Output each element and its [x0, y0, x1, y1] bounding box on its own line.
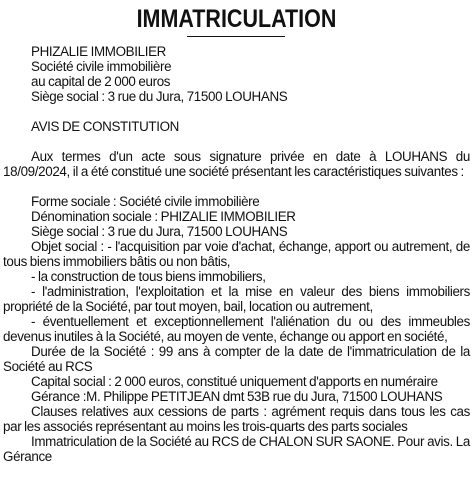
siege-social: Siège social : 3 rue du Jura, 71500 LOUHANS — [31, 224, 288, 239]
company-header — [3, 44, 470, 104]
spacer — [3, 104, 470, 119]
avis-title: AVIS DE CONSTITUTION — [31, 119, 179, 134]
notice-title: IMMATRICULATION — [136, 5, 337, 33]
objet-social-2: - la construction de tous biens immobiliers, — [31, 269, 266, 284]
objet-social-4: - éventuellement et exceptionnellement l'aliénation du ou des immeubles devenus inutiles à la Société, au moyen de vente, échange ou apport en société, — [3, 314, 470, 344]
denomination-sociale: Dénomination sociale : PHIZALIE IMMOBILIER — [31, 209, 296, 224]
capital-social: Capital social : 2 000 euros, constitué uniquement d'apports en numéraire — [31, 374, 438, 389]
company-siege: Siège social : 3 rue du Jura, 71500 LOUHANS — [31, 89, 288, 104]
clauses-cessions: Clauses relatives aux cessions de parts : agrément requis dans tous les cas par les associés représentant au moins les trois-quarts des parts sociales — [3, 404, 470, 434]
immatriculation-rcs: Immatriculation de la Société au RCS de CHALON SUR SAONE. Pour avis. La Gérance — [3, 434, 470, 464]
gerance: Gérance :M. Philippe PETITJEAN dmt 53B rue du Jura, 71500 LOUHANS — [31, 389, 443, 404]
duree-societe: Durée de la Société : 99 ans à compter de la date de l'immatriculation de la Société au RCS — [3, 344, 470, 374]
spacer — [3, 134, 470, 149]
spacer — [3, 179, 470, 194]
objet-social-1: Objet social : - l'acquisition par voie d'achat, échange, apport ou autrement, de tous biens immobiliers bâtis ou non bâtis, — [3, 239, 470, 269]
intro-paragraph: Aux termes d'un acte sous signature privée en date à LOUHANS du 18/09/2024, il a été constitué une société présentant les caractéristiques suivantes : — [3, 149, 470, 179]
notice-body — [3, 44, 470, 464]
objet-social-3: - l'administration, l'exploitation et la mise en valeur des biens immobiliers propriété de la Société, par tout moyen, bail, location ou autrement, — [3, 284, 470, 314]
company-capital: au capital de 2 000 euros — [31, 74, 171, 89]
title-underline — [187, 36, 285, 37]
forme-sociale: Forme sociale : Société civile immobilière — [31, 194, 260, 209]
company-name: PHIZALIE IMMOBILIER — [31, 44, 166, 59]
company-type: Société civile immobilière — [31, 59, 172, 74]
